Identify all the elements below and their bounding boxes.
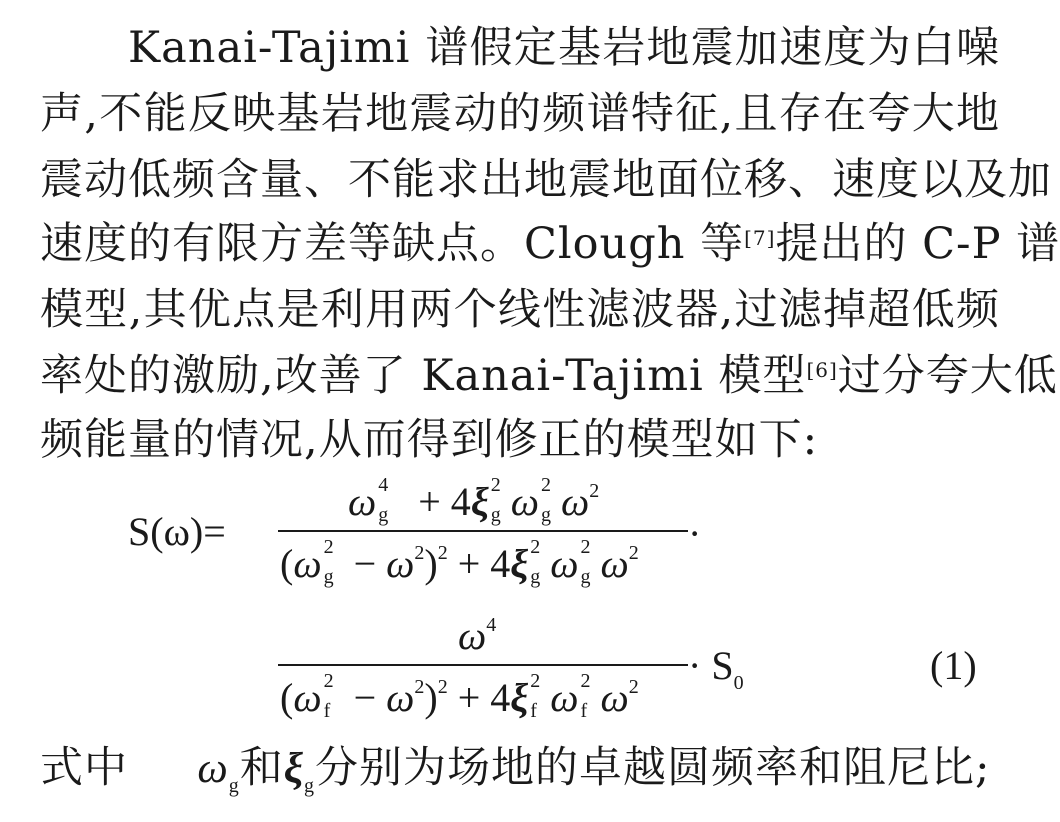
equation-dot-2: · $S_0$ <box>688 643 744 694</box>
citation-6: [6] <box>806 358 838 382</box>
equation-number: (1) <box>930 643 977 688</box>
text-line-3: 震动低频含量、不能求出地震地面位移、速度以及加 <box>40 155 1052 205</box>
fraction-1-bar <box>278 530 688 532</box>
fraction-2-numerator: $\omega^4$ <box>458 613 497 658</box>
fraction-1-denominator: (ω 2 g − $\omega^2)^2 + 4\xi$ 2 g ω 2 g $\omega^2$ <box>280 535 639 588</box>
text-line-7: 频能量的情况,从而得到修正的模型如下: <box>40 415 819 465</box>
fraction-1-numerator: ω 4 g + 4ξ 2 g ω 2 g $\omega^2$ <box>348 473 600 526</box>
fraction-1 <box>278 473 688 598</box>
fraction-2 <box>278 612 688 732</box>
definition-label: 式中 <box>40 743 128 793</box>
citation-7: [7] <box>744 226 776 250</box>
fraction-2-denominator: (ω 2 f − $\omega^2)^2 + 4\xi$ 2 f ω 2 f $\omega^2$ <box>280 669 639 722</box>
text-line-4: 速度的有限方差等缺点。Clough 等[7]提出的 C-P 谱 <box>40 219 1060 269</box>
text-line-6: 率处的激励,改善了 Kanai-Tajimi 模型[6]过分夸大低 <box>40 351 1058 401</box>
equation-dot-1: · <box>688 511 702 556</box>
equation-lhs: S(ω)= <box>128 509 226 554</box>
text-line-5: 模型,其优点是利用两个线性滤波器,过滤掉超低频 <box>40 285 1000 335</box>
definition-line: 式中 $\omega_g$和$\xi_g$分别为场地的卓越圆频率和阻尼比; <box>40 743 991 797</box>
fraction-2-bar <box>278 664 688 666</box>
text-line-2: 声,不能反映基岩地震动的频谱特征,且存在夸大地 <box>40 89 1000 139</box>
text-line-1: Kanai-Tajimi 谱假定基岩地震加速度为白噪 <box>128 23 1000 73</box>
